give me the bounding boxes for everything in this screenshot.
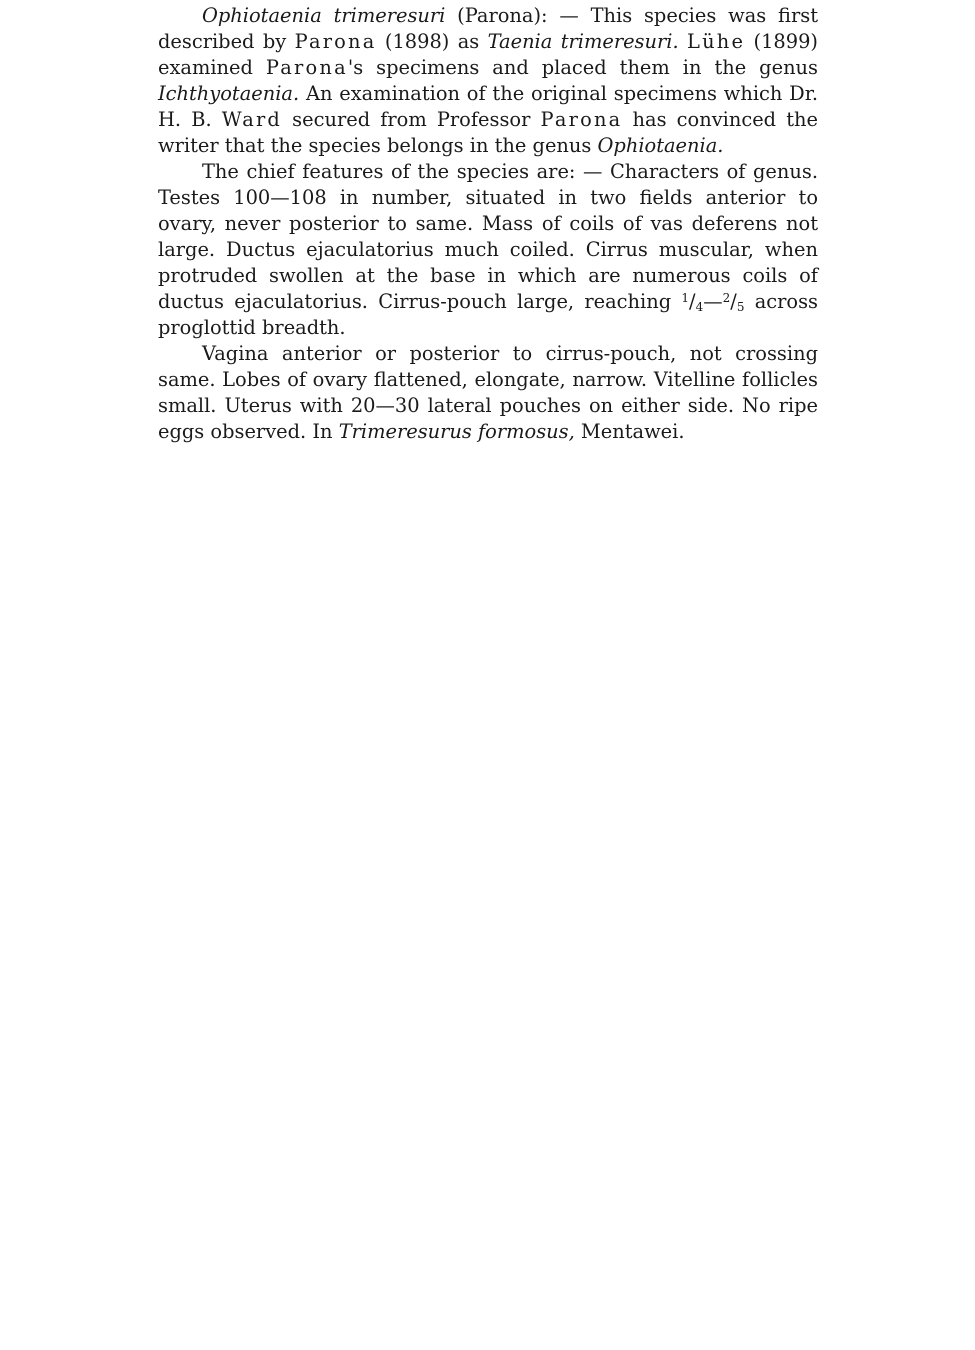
- text-run: has convinced the writer that the species belongs in the genus: [158, 108, 818, 157]
- text-run: (1898) as: [376, 30, 488, 53]
- author-name: Lühe: [687, 30, 746, 53]
- paragraph-vagina-ovary: [158, 341, 818, 445]
- text-run: An examination of the original specimens which Dr. H. B.: [158, 82, 818, 131]
- fraction-denominator: 4: [695, 300, 704, 314]
- fraction-denominator: 5: [736, 300, 745, 314]
- fraction-range: [681, 290, 744, 313]
- genus-name: Ichthyotaenia.: [158, 82, 300, 105]
- author-name: Parona: [540, 108, 623, 131]
- text-run: Vagina anterior or posterior to cirrus-pouch, not crossing same. Lobes of ovary flattened, elongate, narrow. Vitelline follicles small. Uterus with 20—30 lateral pouches on either side. No ripe eggs observed. In: [158, 342, 818, 443]
- host-species-name: Trimeresurus formosus,: [338, 420, 575, 443]
- author-name: Ward: [221, 108, 283, 131]
- text-run: [679, 30, 687, 53]
- range-dash: —: [703, 290, 723, 313]
- species-name: Ophiotaenia trimeresuri: [202, 4, 446, 27]
- fraction-slash: /: [689, 290, 696, 313]
- fraction-slash: /: [730, 290, 737, 313]
- author-name: Parona: [265, 56, 348, 79]
- synonym-name: Taenia trimeresuri.: [487, 30, 679, 53]
- text-run: (1899) examined: [158, 30, 818, 79]
- text-run: The chief features of the species are: — Characters of genus. Testes 100—108 in number, situated in two fields anterior to ovary, never posterior to same. Mass of coils of vas deferens not large. Ductus ejaculatorius much coiled. Cirrus muscular, when protruded swollen at the base in which are numerous coils of ductus ejaculatorius. Cirrus-pouch large, reaching: [158, 160, 818, 313]
- text-run: secured from Professor: [282, 108, 541, 131]
- fraction-numerator: 2: [722, 291, 731, 305]
- paragraph-chief-features: [158, 159, 818, 341]
- text-run: Mentawei.: [574, 420, 685, 443]
- text-run: 's specimens and placed them in the genus: [347, 56, 818, 79]
- author-name: Parona: [294, 30, 377, 53]
- text-run: (Parona): — This species was first described by: [158, 4, 818, 53]
- genus-name: Ophiotaenia.: [597, 134, 724, 157]
- document-page: [158, 3, 818, 445]
- fraction-numerator: 1: [681, 291, 690, 305]
- text-run: across proglottid breadth.: [158, 290, 818, 339]
- paragraph-species-intro: [158, 3, 818, 159]
